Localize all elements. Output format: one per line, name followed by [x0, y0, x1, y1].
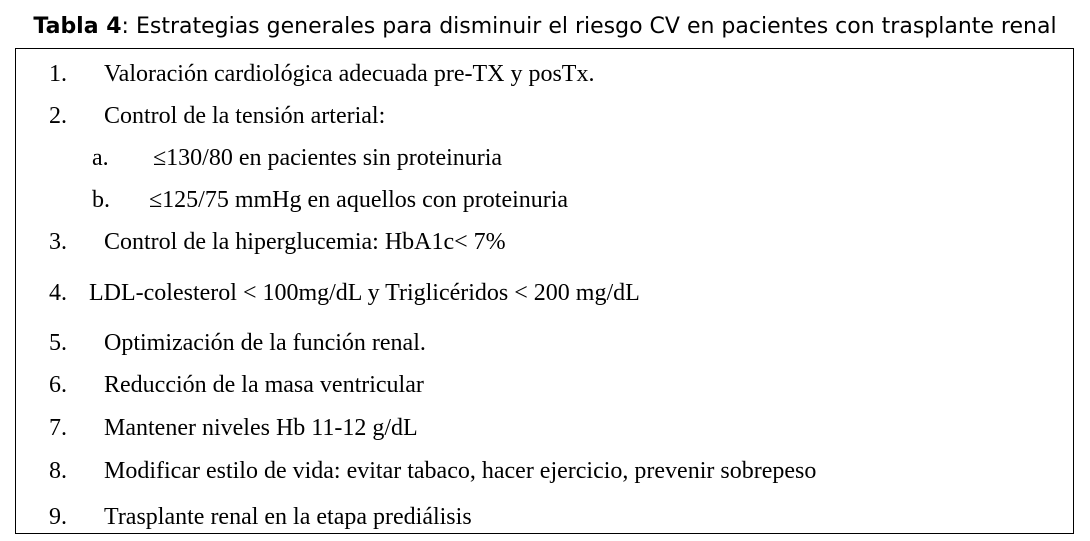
- list-item-text: Control de la hiperglucemia: HbA1c< 7%: [104, 229, 506, 255]
- list-item-number: 1.: [49, 61, 67, 87]
- list-item-number: 2.: [49, 103, 67, 129]
- list-item-number: 6.: [49, 372, 67, 398]
- sub-list-item-letter: b.: [92, 187, 110, 213]
- caption-title: : Estrategias generales para disminuir el riesgo CV en pacientes con trasplante renal: [121, 14, 1057, 39]
- list-item-text: Mantener niveles Hb 11-12 g/dL: [104, 415, 418, 441]
- sub-list-item-text: ≤125/75 mmHg en aquellos con proteinuria: [149, 187, 569, 213]
- list-item-number: 8.: [49, 458, 67, 484]
- list-item-text: Control de la tensión arterial:: [104, 103, 386, 129]
- list-item-number: 5.: [49, 330, 67, 356]
- list-item-number: 9.: [49, 504, 67, 530]
- sub-list-item-text: ≤130/80 en pacientes sin proteinuria: [153, 145, 503, 171]
- list-item-number: 7.: [49, 415, 67, 441]
- table-caption: [0, 14, 1090, 39]
- caption-label: Tabla 4: [33, 14, 122, 39]
- list-item-number: 4.: [49, 280, 67, 306]
- list-item-text: Trasplante renal en la etapa prediálisis: [104, 504, 472, 530]
- list-item-text: LDL-colesterol < 100mg/dL y Triglicéridos < 200 mg/dL: [89, 280, 640, 306]
- list-item-number: 3.: [49, 229, 67, 255]
- sub-list-item-letter: a.: [92, 145, 109, 171]
- list-item-text: Modificar estilo de vida: evitar tabaco, hacer ejercicio, prevenir sobrepeso: [104, 458, 817, 484]
- list-item-text: Optimización de la función renal.: [104, 330, 426, 356]
- list-item-text: Valoración cardiológica adecuada pre-TX y posTx.: [104, 61, 595, 87]
- list-item-text: Reducción de la masa ventricular: [104, 372, 424, 398]
